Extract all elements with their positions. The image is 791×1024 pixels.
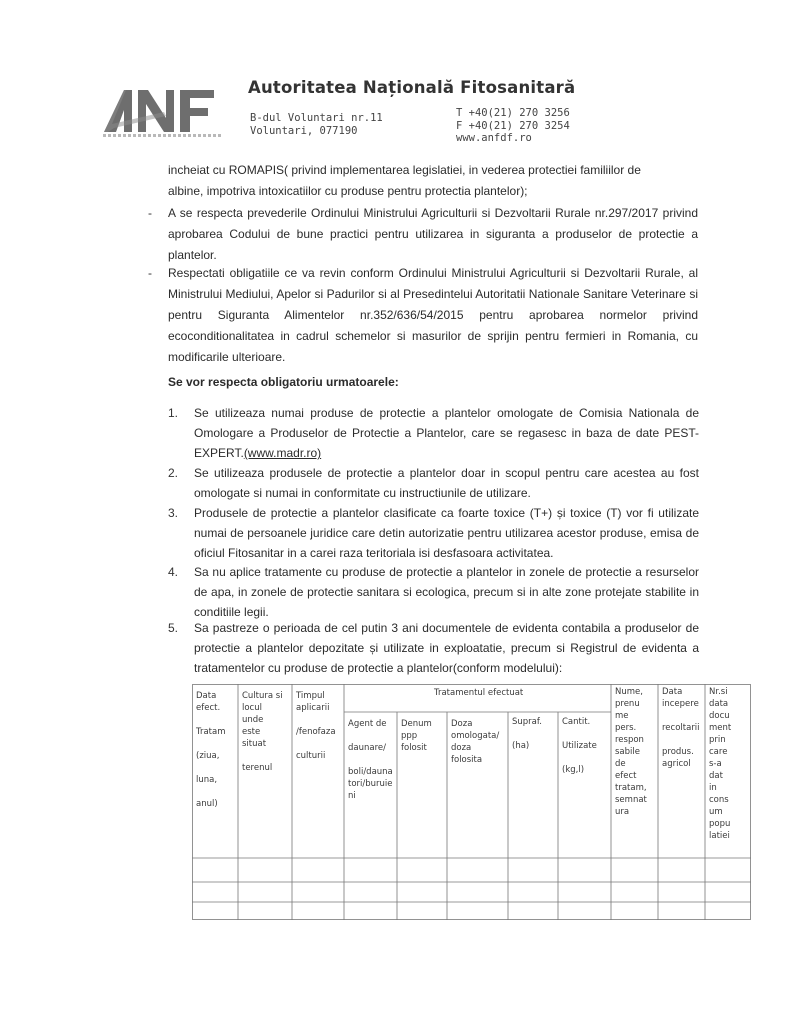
contact-info — [456, 107, 570, 145]
col-header-doza: Doza omologata/ doza folosita — [451, 719, 500, 765]
col-header-cantit: Cantit. Utilizate (kg,l) — [562, 717, 597, 775]
col-header-agent: Agent de daunare/ boli/dauna tori/buruie ni — [348, 719, 393, 801]
table-group-header: Tratamentul efectuat — [434, 688, 524, 698]
address — [250, 112, 383, 138]
phone: T +40(21) 270 3256 — [456, 107, 570, 119]
list-item: Produsele de protectie a plantelor clasificate ca foarte toxice (T+) și toxice (T) vor fi utilizate numai de persoanele juridice care detin autorizatie pentru utilizarea acestor produse, emisa de oficiul Fitosanitar in a carei raza teritoriala isi desfasoara activitatea. — [194, 506, 699, 560]
address-line: Voluntari, 077190 — [250, 125, 358, 137]
col-header-nr-data: Nr.si data docu ment prin care s-a dat in cons um popu latiei — [709, 687, 732, 841]
bullet-text: A se respecta prevederile Ordinului Ministrului Agriculturii si Dezvoltarii Rurale nr.297/2017 privind aprobarea Codului de bune practici pentru utilizarea in siguranta a produselor de protectie a plantelor. — [168, 206, 698, 262]
text-line: albine, impotriva intoxicatiilor cu produse pentru protectia plantelor); — [168, 184, 528, 198]
logo-caption — [103, 134, 221, 137]
org-name: Autoritatea Națională Fitosanitară — [248, 78, 576, 97]
website: www.anfdf.ro — [456, 132, 532, 144]
list-item: Se utilizeaza produsele de protectie a plantelor doar in scopul pentru care acestea au fost omologate si numai in conformitate cu instructiunile de utilizare. — [194, 466, 699, 500]
col-header-data-incepere: Data incepere recoltarii produs. agricol — [662, 687, 700, 769]
item-text: Se utilizeaza numai produse de protectie a plantelor omologate de Comisia Nationala de Omologare a Produselor de Protectie a Plantelor, care se regasesc in baza de date PEST-EXPERT. — [194, 406, 699, 460]
col-header-cultura: Cultura si locul unde este situat terenul — [242, 691, 283, 773]
col-header-supraf: Supraf. (ha) — [512, 717, 542, 751]
list-item: Sa nu aplice tratamente cu produse de protectie a plantelor in zonele de protectie a resurselor de apa, in zonele de protectie sanitara si ecologica, precum si in alte zone protejate stabilite in conditiile legii. — [194, 565, 699, 619]
col-header-nume: Nume, prenu me pers. respon sabile de efect tratam, semnat ura — [615, 687, 647, 817]
item-number: 1. — [168, 406, 179, 420]
item-number: 3. — [168, 506, 179, 520]
list-item: Sa pastreze o perioada de cel putin 3 ani documentele de evidenta contabila a produselor de protectie a plantelor depozitate și utilizate in exploatatie, precum si Registrul de evidenta a tratamentelor cu produse de protectie a plantelor(conform modelului): — [194, 621, 699, 675]
item-number: 5. — [168, 621, 179, 635]
col-header-denum: Denum ppp folosit — [401, 719, 432, 753]
fax: F +40(21) 270 3254 — [456, 119, 570, 132]
list-item — [194, 403, 699, 463]
text-line: incheiat cu ROMAPIS( privind implementarea legislatiei, in vederea protectiei familiilor de — [168, 163, 641, 177]
bullet-marker: - — [148, 206, 152, 220]
item-number: 2. — [168, 466, 179, 480]
item-number: 4. — [168, 565, 179, 579]
intro-paragraph — [168, 160, 698, 202]
bullet-marker: - — [148, 266, 152, 280]
address-line: B-dul Voluntari nr.11 — [250, 112, 383, 124]
treatment-register-table — [192, 684, 751, 920]
bullet-text: Respectati obligatiile ce va revin conform Ordinului Ministrului Agriculturii si Dezvoltarii Rurale, al Ministrului Mediului, Apelor si Padurilor si al Presedintelui Autoritatii Nationale Sanitare Veterinare si pentru Siguranta Alimentelor nr.352/636/54/2015 pentru aprobarea normelor privind ecoconditionalitatea in cadrul schemelor si masurilor de sprijin pentru fermieri in Romania, cu modificarile ulterioare. — [168, 266, 698, 364]
madr-link[interactable]: (www.madr.ro) — [243, 446, 322, 460]
col-header-data-efect: Data efect. Tratam (ziua, luna, anul) — [196, 691, 226, 809]
anf-logo — [104, 88, 216, 132]
section-heading: Se vor respecta obligatoriu urmatoarele: — [168, 375, 399, 389]
col-header-timpul: Timpul aplicarii /fenofaza culturii — [296, 691, 336, 761]
